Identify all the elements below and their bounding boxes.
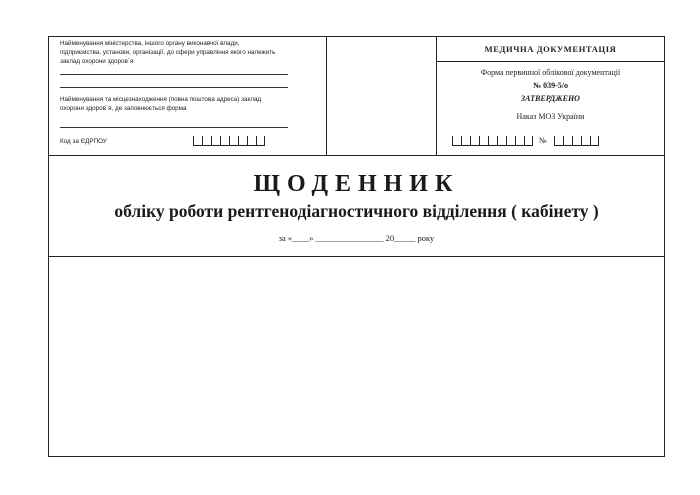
- ministry-fill-line-2: [60, 87, 288, 88]
- order-date-boxes[interactable]: [452, 136, 533, 146]
- date-line[interactable]: за «____» ________________ 20_____ року: [278, 233, 435, 243]
- body-divider: [48, 256, 665, 257]
- facility-label: [60, 95, 322, 113]
- edrpou-code-boxes[interactable]: [193, 136, 265, 146]
- facility-label-line-1: Найменування та місцезнаходження (повна поштова адреса) заклад: [60, 96, 262, 103]
- form-type-label: Форма первинної облікової документації: [480, 68, 621, 77]
- facility-fill-line-1: [60, 127, 288, 128]
- header-divider: [48, 155, 665, 156]
- ministry-label-line-2: підприємства, установи, організації, до сфери управління якого належить: [60, 49, 276, 56]
- edrpou-label: Код за ЄДРПОУ: [60, 138, 107, 145]
- approved-label: ЗАТВЕРДЖЕНО: [521, 94, 580, 103]
- order-number-sign: №: [539, 136, 547, 145]
- ministry-label-line-3: заклад охорони здоров`я: [60, 58, 134, 65]
- right-header-divider: [436, 61, 665, 62]
- medical-documentation-heading: МЕДИЧНА ДОКУМЕНТАЦІЯ: [484, 44, 617, 54]
- ministry-fill-line-1: [60, 74, 288, 75]
- ministry-order-label: Наказ МОЗ України: [516, 112, 585, 121]
- ministry-label-line-1: Найменування міністерства, іншого органу виконавчої влади,: [60, 40, 240, 47]
- ministry-label: [60, 39, 322, 66]
- order-number-boxes[interactable]: [554, 136, 599, 146]
- form-number: № 039-5/о: [533, 81, 568, 90]
- document-title: ЩОДЕННИК: [253, 171, 460, 197]
- document-subtitle: обліку роботи рентгенодіагностичного відділення ( кабінету ): [114, 201, 599, 221]
- facility-label-line-2: охорони здоров`я, де заповнюється форма: [60, 105, 187, 112]
- left-column-divider: [326, 36, 327, 155]
